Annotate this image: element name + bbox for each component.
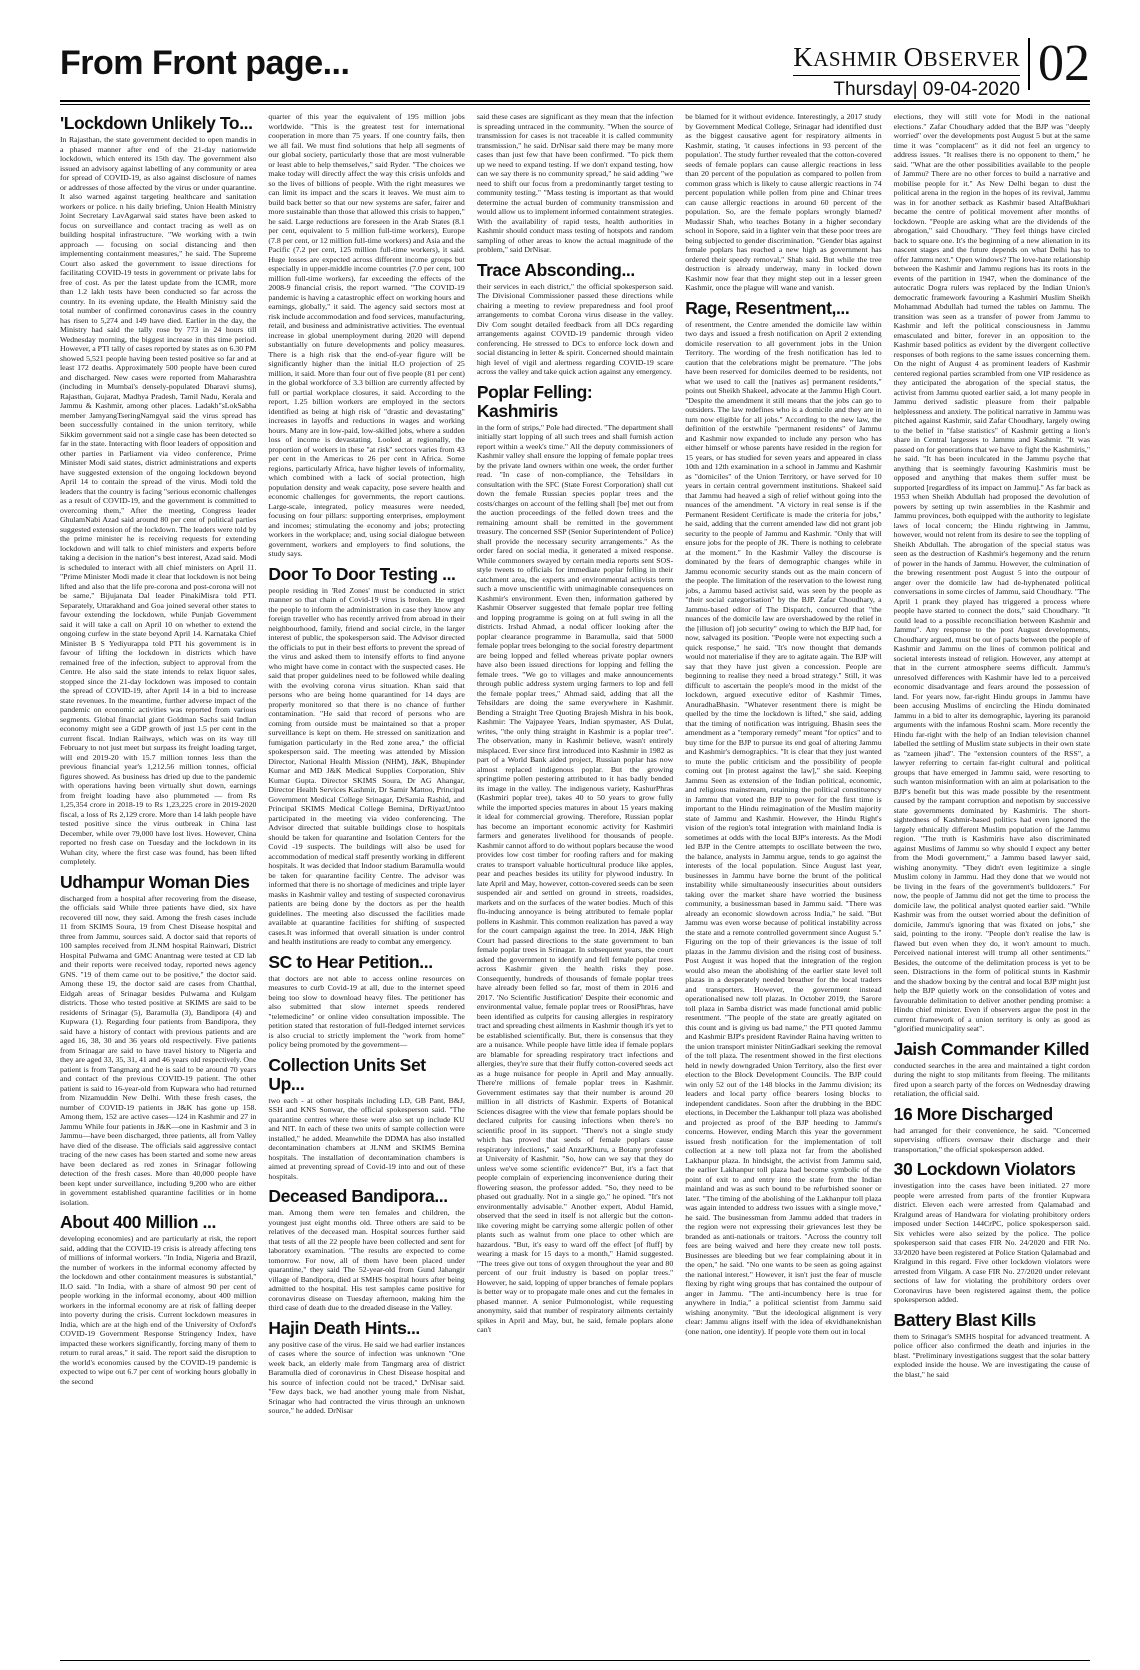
story-headline: 'Lockdown Unlikely To... [60, 113, 253, 133]
story-body: two each - at other hospitals including LD, GB Pant, B&J, SSH and KNS Sonwar, the official spokesperson said. "The quarantine centres where these were also set up include KU and NIT. In each of these two units of sample collection were installed," he added. Meanwhile the DDMA has also installed decontamination chambers at JLNM and SKIMS Bemina hospitals. The installation of decontamination chambers is aimed at preventing spread of Covid-19 into and out of these hospitals. [268, 1095, 465, 1181]
column-5 [894, 112, 1090, 1657]
story-body: them to Srinagar's SMHS hospital for advanced treatment. A police officer also confirmed the death and injuries in the blast. "Preliminary investigations suggest that the solar battery exploded inside the house. We are investigating the cause of the blast," he said [893, 1331, 1091, 1379]
news-story [894, 112, 1090, 1034]
story-headline: Deceased Bandipora... [268, 1186, 448, 1206]
story-body: in the form of strips," Pole had directed. "The department shall initially start lopping of all such trees and shall furnish action report within a week's time." All the deputy commissioners of Kashmir valley shall ensure the lopping of female poplar trees by the private land owners within one week, the order further read. "In case of non-compliance, the Tehsildars in consultation with the SFC (State Forest Corporation) shall cut down the female Russian species poplar trees and the costs/charges on account of the felling shall [be] met out from the auction proceedings of the felled down trees and the remaining amount shall be remitted in the government treasury. The concerned SSP (Senior Superintendent of Police) shall provide the necessary security arrangements." As the order fared on social media, it generated a mixed response. While commoners swayed by certain media reports sent SOS-style tweets to officials for immediate poplar felling in their catchment area, the experts and environmental activists term such a move unscientific with unimaginable consequences on Kashmir's environment. Even then, information gathered by Kashmir Observer suggested that female poplar tree felling and lopping programme is going on at full swing in all the districts. Irshad Ahmad, a nodal officer looking after the poplar clearance programme in Baramulla, said that 5000 female poplar trees belonging to the social forestry department are being lopped and felled whereas private poplar owners have also been issued directions for lopping and felling the female trees. "We go to villages and make announcements through public address system urging farmers to lop and fell the female poplar trees," Ahmad said, adding that all the Tehsildars are doing the same everywhere in Kashmir. Bending a Straight Tree Quoting Brajesh Mishra in his book, Kashmir: The Vajpayee Years, Indian spymaster, AS Dulat, writes, "the only thing straight in Kashmir is a poplar tree". The observation, many in Kashmir believe, wasn't entirely misplaced. Ever since first introduced into Kashmir in 1982 as part of a World Bank aided project, Russian poplar has now almost replaced indigenous poplar. But the growing springtime pollen pestering attributed to it has badly bended its image in the valley. The indigenous variety, KashurPhras (Kashmiri poplar tree), takes 40 to 50 years to grow fully while the imported species matures in about 15 years making it ideal for commercial growing. Therefore, Russian poplar has become an important economic activity for Kashmiri farmers and generates livelihood for thousands of people. Kashmir cannot afford to do without poplars because the wood provides low cost timber for roofing rafters and for making crates to transport valuable horticultural produce like apples, pear and peaches besides its utility for plywood industry. In late April and May, however, cotton-covered seeds can be seen suspended air and settled on ground in streets, roadsides, markets and on the surfaces of the water bodies. Much of this flu-inducing annoyance is being attributed to female poplar pollens in Kashmir. This common realization has paved a way for the court campaign against the tree. In 2014, J&K High Court had passed directions to the state government to ban female poplar trees in Srinagar. In subsequent years, the court asked the government to identify and fell female poplar trees across Kashmir given the health risks they pose. Consequently, hundreds of thousands of female poplar trees have already been felled so far, most of them in 2016 and 2017. 'No Scientific Justification' Despite their economic and environmental value, female poplar trees or RoosiPhras, have been identified as culprits for causing allergies in respiratory tract and spreading chest ailments in Kashmir though it's yet to be established scientifically. But, there is consensus that they are a nuisance. While people have little idea if female poplars are blamable for spreading respiratory tract infections and allergies, they're sure that their fluffy cotton-covered seeds act as a huge nuisance for people in April and May annually. There're millions of female poplar trees in Kashmir. Government estimates say that their number is around 20 million in all districts of Kashmir. Experts of Botanical Sciences disagree with the view that female poplars should be declared culprits for causing infections when there's no scientific proof in its support. "There's not a single study which has proved that seeds of female poplars cause respiratory infections," said AnzarKhuru, a Botany professor at University of Kashmir. "So, how can we say that they do unless we've some scientific evidence?" But, it's a fact that people complain of experiencing inconvenience during their flowering season, the professor added. "So, they need to be phased out gradually. Not in a single go," he opined. "It's not environmentally advisable." Another expert, Abdul Hamid, observed that the seed in itself is not allergic but the cotton-like covering might be carrying some allergic pollen of other plants such as walnut from one place to other which are hazardous. "But, it's easy to ward off the effect [of fluff] by wearing a mask for 15 days to a month," Hamid suggested. "The trees give out tons of oxygen throughout the year and 80 percent of our fruit industry is based on poplar trees." However, he said, lopping of upper branches of female poplars is better way or to propagate male ones and cut the females in phased manner. A senior Pulmonologist, while requesting anonymity, said that number of respiratory ailments certainly spikes in April and May, but, he said, female poplars alone can't [476, 422, 674, 1334]
story-headline: Battery Blast Kills [893, 1309, 1036, 1330]
story-body: be blamed for it without evidence. Interestingly, a 2017 study by Government Medical College, Srinagar had identified dust as the biggest causative agent for respiratory ailments in Kashmir, stating, 'it causes infections in 93 percent of the population'. The study further revealed that the cotton-covered seeds of female poplars can cause allergic reactions in less than 20 percent of the population as compared to pollen from common grass which is likely to cause allergic reactions in 74 percent population while pollen from pine and Chinar trees can cause allergic reactions in around 60 percent of the population. So, are the female poplars wrongly blamed? Mudassir Shah, who teaches Botany in a higher secondary school in Sopore, said in a lighter vein that these poor trees are being subjected to gender discrimination. "Gender bias against female poplars has reached a new high as government has ordered their speedy removal," Shah said. But while the tree destruction is already underway, many in locked down Kashmir now fear that they might step out in a lesser green Kashmir, once the plague will wane and vanish. [685, 112, 882, 292]
story-headline: About 400 Million ... [60, 1212, 216, 1232]
story-headline: Poplar Felling: Kashmiris [476, 381, 593, 421]
news-story [268, 1056, 464, 1182]
footer-rule [60, 1660, 1090, 1661]
article-columns [60, 112, 1090, 1657]
news-story [268, 112, 464, 559]
story-body: elections, they will still vote for Modi in the national elections." Zafar Choudhary added that the BJP was "deeply worried" over the developments post August 5 but at the same time it was "complacent" as it did not feel an urgency to address issues. "It realises there is no opponent to them," he said. "What are the other possibilities available to the people of Jammu? There are no other forces to build a narrative and mobilise people for it." As New Delhi began to dust the political arena in the region in the hopes of its revival, Jammu was in for another setback as Kashmir based AltafBukhari became the centre of political movement after months of lockdown. "People are asking what are the dividends of the abrogation," said Choudhary. "They feel things have circled back to square one. It's the beginning of a new alienation in its nascent stages and the future depends on what Delhi has to offer Jammu next." Open windows? The love-hate relationship between the Kashmir and Jammu regions has its roots in the events of the partition in 1947, when the dominance of the autocratic Dogra rulers was replaced by the Indian Union's democratic framework favouring a Kashmiri Muslim Sheikh Mohammad Abdullah had turned the tables on Jammu. The transition was seen as a transfer of power from Jammu to Kashmir and left the political consciousness in Jammu emasculated and bitter, forever in an opposition to the Kashmir based politics as evident by the divergent collective responses of both regions to the same issues concerning them. On the night of August 4 as prominent leaders of Kashmir centered regional parties scrambled from one VIP residence as they anticipated the abrogation of the special status, the activist from Jammu quoted earlier said, a lot many people in Jammu derived sadistic pleasure from their palpable helplessness and anxiety. The political narrative in Jammu was pitched against Kashmir, said Zafar Choudhary, largely owing to the belief in "false statistics" of Kashmir getting a lion's share in Central largesses to Jammu and Kashmir. "It was passed on for generations that we have to fight the Kashmiris," he said. "It has been inculcated in the Jammu psyche that anything that is seemingly favouring Kashmiris must be opposed and anything that makes them suffer must be supported [regardless of its impact on Jammu]." As far back as 1953 when Sheikh Abdullah had proposed the devolution of powers by setting up twin assemblies in the Kashmir and Jammu provinces, both equipped with the authority to legislate laws of local concern; the Hindu rightwing in Jammu, however, would not relent from its desire to see the toppling of Sheikh Abdullah. The abrogation of the special status was seen as the destruction of Kashmir's hegemony and the return of power in the hands of Jammu. However, the culmination of the brewing resentment post August 5 into the outpour of anger over the domicile law had de-hyphenated political conversations in some circles of Jammu, said Choudhary. "The April 1 prank they played has triggered a process where people have started to connect the dots," said Choudhary. "It could lead to a possible reconciliation between Kashmir and Jammu". Any response to the post August developments, Choudhary argued, must be out of pacts between the people of Kashmir and Jammu on the lines of common political and societal interests instead of religion. However, any attempt at that in the current atmosphere seems difficult. Jammu's unresolved differences with Kashmir have led to a perceived economic disadvantage and fears around the possession of land. For years now, far-right Hindu groups in Jammu have been accusing Muslims of encircling the Hindu dominated Jammu in a bid to alter its demographic, layering its paranoid arguments with the infamous Roshni scam. More recently the Hindu far-right with the help of an Indian television channel labelled the settling of Muslim state subjects in their own state as "zameen jihad". The "extension counters of the RSS", a lawyer referring to certain far-right cultural and political groups that have emerged in Jammu said, were resorting to such wanton misinformation with an aim at polarisation to the BJP's benefit but this was made possible by the resentment caused by the rampant corruption and nepotism by successive state governments dominated by Kashmiris. The short-sightedness of Kashmir-based politics had even ignored the largely ethnically different Muslim population of the Jammu region. "The truth is Kashmiris have also discriminated against Muslims of Jammu so why should I expect any better from the Modi government," a Jammu based lawyer said, wishing anonymity. "They didn't even legitimize a single Muslim colony in Jammu. Had they done that we would not be living in the fears of the government's bulldozers." For now, the people of Jammu did not get the time to process the domicile law, the political analyst quoted earlier said. "While Kashmir was from the outset worried about the definition of domicile, Jammu's ignoring that was fixated on jobs," she said, pointing to the irony. "People don't realise the law is flawed but even when they do, it won't amount to much. Perceived national interest will trump all other sentiments." Besides, the outcome of the delimitation process is yet to be seen. Distractions in the form of political stunts in Kashmir and the shadow boxing by the central and local BJP might just help the BJP quietly work on the consolidation of votes and favourable delimitation to deliver another pending promise: a Hindu chief minister. Even if observers argue the post in the current framework of a union territory is only as good as "glorified municipality seat". [893, 112, 1091, 1033]
story-headline: 16 More Discharged [893, 1103, 1053, 1124]
story-body: people residing in 'Red Zones' must be conducted in strict manner so that chain of Covid-19 virus is broken. He urged the people to inform the administration in case they know any foreign traveller who has recently arrived from abroad in their neighbourhood, family, friend and social circle, in the larger interest of public, the spokesperson said. The Advisor directed the officials to put in their best efforts to prevent the spread of the virus and asked them to intensify efforts to find anyone who might have come in contact with the suspected cases. He said that proper guidelines need to be followed while dealing with the evolving corona virus situation. Khan said that persons who are being home quarantined for 14 days are properly monitored so that there is no chance of further contamination. "He said that record of persons who are coming from outside must be maintained so that a proper surveillance is kept on them. He stressed on sanitization and fumigation particularly in the Red zone area," the official spokesperson said. The meeting was attended by Mission Director, National Health Mission (NHM), J&K, Bhupinder Kumar and MD J&K Medical Supplies Corporation, Shiv Kumar Gupta. Director SKIMS Soura, Dr AG Ahangar, Director Health Services Kashmir, Dr Samir Mattoo, Principal Government Medical College Srinagar, DrSamia Rashid, and Principal SKIMS Medical College Bemina, DrRiyazUntoo participated in the meeting via video conferencing. The Advisor directed that suitable buildings close to hospitals should be taken for quarantine and Isolation Centers for the Covid -19 suspects. The buildings will also be used for accommodation of medical staff presently working in different hospitals. It was decided that Indoor stadium Baramulla would be taken for quarantine facility Centre. The advisor was informed that there is no shortage of medicines and triple layer masks in Kashmir valley and testing of suspected coronavirus patients are being done by the doctors as per the health guidelines. The meeting also discussed the facilities made available at quarantine facilities for shifting of suspected cases.It was informed that overall situation is under control and health institutions are ready to combat any emergency. [268, 585, 465, 946]
story-headline: Jaish Commander Killed [893, 1038, 1090, 1059]
column-3 [477, 112, 673, 1657]
newspaper-logo: KASHMIR OBSERVER [793, 42, 1020, 76]
story-body: of resentment, the Centre amended the domicile law within two days and issued a fresh notification on April 2 extending domicile reservation to all government jobs in the Union Territory. The wording of the fresh notification has led to caution that the celebrations might be premature. "The jobs have been reserved for domiciles deemed to be residents, not what we used to call the [natives as] permanent residents," points out Sheikh Shakeel, advocate at the Jammu High Court. "Despite the amendment it still means that the jobs can go to outsiders. The law redefines who is a domicile and they are in turn now eligible for all jobs." According to the new law, the definition of the erstwhile "permanent residents" of Jammu and Kashmir now expanded to include any person who has either himself or whose parents have resided in the region for 15 years, or has studied for seven years and appeared in class 10th and 12th examination in a school in Jammu and Kashmir as "domiciles" of the Union Territory, or have served for 10 years in certain central government institutions. Shakeel said that Jammu had heaved a sigh of relief without going into the nuances of the amendment. "A victory in real sense is if the Permanent Resident Certificate is made the criteria for jobs," he said, adding that the current amended law did not grant job security to the people of Jammu and Kashmir. "Only that will ensure jobs for the people of JK. There is nothing to celebrate at the moment." In the Kashmir Valley the discourse is dominated by the fears of demographic changes while in Jammu economic security stands out as the main concern of the people. The limitation of the reservation to the lowest rung jobs, a Jammu based activist said, was seen by the people as "their social categorisation" by the BJP. Zafar Choudhary, a Jammu-based editor of The Dispatch, concurred that "the nuances of the domicile law are overshadowed by the relief in the [illusion of] job security" owing to which the BJP had, for now, salvaged its position. "People were not expecting such a quick response," he said. "It's now thought that demands would not materialise if they are to agitate again. The BJP will say that they have just given a concession. People are beginning to realise they need a broad strategy." Still, it was difficult to ascertain the people's mood in the midst of the lockdown, argued executive editor of Kashmir Times, AnuradhaBhasin. "Whatever resentment there is might be quelled by the time the lockdown is lifted," she said, adding that the timing of notification was intriguing. Bhasin sees the amendment as a "temporary remedy" meant "for optics" and to buy time for the BJP to pursue its end goal of altering Jammu and Kashmir's demographics. "It is clear that they just wanted to mute the public criticism and the possibility of people coming out [in protest against the law]," she said. Keeping Jammu Seen as extension of the Indian political, economic, and religious mainstream, retaining the political constituency in Jammu that voted the BJP to power for the first time is important to the Hindu reimagination of the Muslim majority state of Jammu and Kashmir. However, the Hindu Right's vision of the region's total integration with mainland India is sometimes at odds with the local BJP's interests. As the Modi led BJP in the Centre attempts to oscillate between the two, the balance, analysts in Jammu argue, tends to go against the interests of the local population. Since August last year, businesses in Jammu have borne the brunt of the political instability while simultaneously insecurities about outsiders taking over the market share have worried the business community, a businessman based in Jammu said. "There was already an economic slowdown across India," he said. "But Jammu was even worse because of political instability across the state and a remote controlled government since August 5." Figuring on the top of their grievances is the issue of toll plazas in the Jammu division and the rising cost of business. Post August it was hoped that the integration of the region would also mean the abolishing of the earlier state level toll plazas in a desperately needed breather for the local traders and transporters. However, the government instead operationalised new toll plazas. In October 2019, the Sarore toll plaza in Samba district was made functional amid public resentment. "The people of the state are greatly agitated on this count and is giving us bad name," the PTI quoted Jammu and Kashmir BJP's president Ravinder Raina having written to the union transport minister NitinGadkari seeking the removal of the toll plaza. The resentment showed in the first elections held in newly downgraded Union Territory, also the first ever election to the Block Development Councils. The BJP could win only 52 out of the 148 blocks in the Jammu division; its leaders and local party office bearers losing blocks to independent candidates. Soon after the drubbing in the BDC elections, in December the Lakhanpur toll plaza was abolished and projected as proof of the BJP heeding to Jammu's concerns. However, ending March this year the government issued fresh notification for the implementation of toll collection at a new toll plaza not far from the abolished Lakhanpur plaza. In hindsight, the activist from Jammu said, the earlier Lakhanpur toll plaza had become symbolic of the point of exit to and entry into the state from the Indian mainland and was as such bound to be refurbished sooner or later. "The timing of the abolishing of the Lakhanpur toll plaza was again intended to address two issues with a single move," he said. The businessman from Jammu added that traders in the region were not expressing their grievances lest they be branded as anti-nationals or traitors. "Across the country toll fees are being waived and here they create new toll posts. Businesses are bleeding but we fear complaining about it in the open," he said. "No one wants to be seen as going against the national interest." However, it isn't just the fear of muscle flexing by right wing groups that has contained the outpour of anger in Jammu. "The anti-incumbency here is true for anywhere in India," a political scientist from Jammu said wishing anonymity. "But the ideological alignment is very clear: Jammu aligns itself with the idea of ekvidhaneknishan (one nation, one identity). If people vote them out in local [685, 319, 882, 1336]
news-story [477, 112, 673, 255]
masthead [60, 35, 1090, 100]
story-headline: Hajin Death Hints... [268, 1317, 420, 1338]
story-body: had arranged for their convenience, he said. "Concerned supervising officers oversaw their discharge and their transportation," the official spokesperson added. [893, 1125, 1091, 1154]
story-body: conducted searches in the area and maintained a tight cordon during the night to stop militants from fleeing. The militants fired upon a search party of the forces on Wednesday drawing retaliation, the official said. [893, 1060, 1091, 1098]
news-story [894, 1311, 1090, 1380]
story-body: man. Among them were ten females and children, the youngest just eight months old. Three others are said to be relatives of the deceased man. Hospital sources further said that tests of all the 22 people have been collected and sent for laboratory examination. "The results are expected to come tomorrow. For now, all of them have been placed under quarantine," they said The 52-year-old from Gund Jahangir village of Bandipora, died at SMHS hospital hours after being admitted to the hospital. His test samples came positive for coronavirus disease on Tuesday afternoon, making him the third case of death due to the dreaded disease in the Valley. [268, 1208, 465, 1312]
story-body: discharged from a hospital after recovering from the disease, the officials said While three patients have died, six have recovered till now, they said. Among the fresh cases include 11 from SKIMS Soura, 19 from Chest Disease hospital and three from Jammu, sources said. A doctor said that reports of 100 samples received from JLNM hospital Rainwari, District Hospital Pulwama and GMC Anantnag were tested at CD lab and their reports were received today, reported news agency GNS. "19 of them came out to be positive," the doctor said. Among these 19, the doctor said are cases from Chatthal, Eidgah areas of Srinagar besides Pulwama and Kulgam districts. Those who tested positive at SKIMS are said to be residents of Srinagar (5), Baramulla (3), Bandipora (4) and Kupwara (1). Regarding four patients from Bandipora, they said have a history of contact with previous patients and are aged 16, 38, 30 and 36 years old respectively. Five patients from Srinagar are said to have travel history to Nigeria and they are aged 33, 35, 31, 41 and 46 years old respectively. One patient is from Tangmarg and he is said to be around 70 years and contact of the previous COVID-19 patient. The other patient is said to 16-year-old from Kupwara who had returned from Nizamuddin New Delhi. With these fresh cases, the number of COVID-19 patients in J&K has gone up 158. Among them, 152 are active cases—124 in Kashmir and 27 in Jammu While four patients in J&K—one in Kashmir and 3 in Jammu—have been discharged, three patients, all from Valley have died of the disease. The officials said aggressive contact tracing of the new cases has been started and some new areas have been declared as red zones in Srinagar following detection of the fresh cases. More than 40,000 people have been kept under surveillance, including 9,200 who are either in government established quarantine facilities or in home isolation. [60, 893, 257, 1207]
story-body: that doctors are not able to access online resources on measures to curb Covid-19 at all, due to the internet speed being too slow to download heavy files. The petitioner has also submitted that slow internet speeds rendered "telemedicine" or online video consultation impossible. The petition stated that restoration of full-fledged internet services is also crucial to strictly implement the "work from home" policy being promoted by the government— [268, 973, 465, 1049]
page-number: 02 [1028, 38, 1090, 90]
column-4 [685, 112, 881, 1657]
story-body: their services in each district," the official spokesperson said. The Divisional Commissioner passed these directions while chairing a meeting to review preparedness and fool proof arrangements to combat Corona virus disease in the valley. Div Com sought detailed feedback from all DCs regarding arrangements against COVID-19 pandemic through video conferencing. He stressed to DCs to enforce lock down and social distancing in letter & spirit. Concerned should maintain high level of vigil and alertness regarding COVID-19 scare across the valley and take quick action against any emergency. [476, 281, 674, 376]
news-story [268, 1187, 464, 1313]
news-story [685, 112, 881, 293]
story-headline: Collection Units Set Up... [268, 1054, 426, 1094]
story-headline: Udhampur Woman Dies [60, 871, 250, 892]
column-1 [60, 112, 256, 1657]
story-body: In Rajasthan, the state government decided to open mandis in a phased manner after end of the 21-day nationwide lockdown, which entered its 15th day. The government also issued an advisory against labelling of any community or area for spread of COVID-19, as also against disclosure of names or addresses of those affected by the virus or under quarantine. It also warned against targeting healthcare and sanitation workers or police. n his daily briefing, Union Health Ministry Joint Secretary LavAgarwal said states have been asked to focus on surveillance and contact tracing as well as on building hospital infrastructure. "We working with a twin approach — focusing on social distancing and then implementing containment measures," he said. The Supreme Court also asked the government to issue directions for facilitating COVID-19 tests in government or private labs for free of cost. As per the latest update from the ICMR, more than 1.2 lakh tests have been conducted so far across the country. In its evening update, the Health Ministry said the total number of confirmed coronavirus cases in the country has risen to 5,274 and 149 have died. Earlier in the day, the Ministry had said the tally rose by 773 in 24 hours till Wednesday morning, the biggest increase in this time period. However, a PTI tally of cases reported by states as on 6.30 PM showed 5,521 people having been tested positive so far and at least 172 deaths. Approximately 500 people have been cured and discharged. New cases were reported from Maharashtra (including in Mumbai's densely-populated Dharavi slums), Rajasthan, Gujarat, Madhya Pradesh, Tamil Nadu, Kerala and Jammu & Kashmir, among other places. Ladakh"sLokSabha member JamyangTseringNamgyal said the virus spread has been successfully contained in the union territory, while Sikkim government said not a single case has been detected so far in the state. Interacting with floor leaders of opposition and other parties in Parliament via video conference, Prime Minister Modi said states, district administrations and experts have suggested extension of the ongoing lockdown beyond April 14 to contain the spread of the virus. Modi told the leaders that the country is facing "serious economic challenges as a result of COVID-19, and the government is committed to overcoming them," After the meeting, Congress leader GhulamNabi Azad said around 80 per cent of political parties suggested extension of the lockdown. The leaders were told by the prime minister he is receiving requests for extending lockdown and will talk to chief ministers and experts before taking a decision in the nation"s best interest, Azad said. Modi is scheduled to interact with all chief ministers on April 11. "Prime Minister Modi made it clear that lockdown is not being lifted and also that the life pre-corona and post-corona will not be same," Bijujanata Dal leader PinakiMisra told PTI. Separately, Uttarakhand and Goa joined several other states to favour extending the lockdown, while Punjab Government said it will take a call on April 10 on whether to extend the ongoing curfew in the state beyond April 14. Karnataka Chief Minister B S Yediyurappa told PTI his government is in favour of lifting the lockdown in districts which have remained free of the infection, subject to approval from the Centre. He also said the state intends to relax liquor sales, stopped since the 21-day lockdown was imposed to contain the spread of COVID-19, after April 14 in a bid to increase state revenues. In the meantime, further adverse impact of the pandemic on economic activities was reported from various segments. Global financial giant Goldman Sachs said Indian economy might see a GDP growth of just 1.5 per cent in the current fiscal. Indian Railways, which was on its way till February to not just meet but surpass its freight loading target, will end 2019-20 with 15.7 million tonnes less than the previous financial year's 1,212.56 million tonnes, official figures showed. As business has dried up due to the pandemic with operations having been virtually shut down, earnings from freight loading have also plummeted — from Rs 1,25,354 crore in 2018-19 to Rs 1,23,225 crore in 2019-2020 fiscal, a loss of Rs 2,129 crore. More than 14 lakh people have tested positive since the virus outbreak in China last December, while over 79,000 have lost lives. However, China reported no fresh case on Tuesday and the lockdown in its Wuhan city, where the first case was found, has been lifted completely. [60, 135, 257, 866]
story-body: quarter of this year the equivalent of 195 million jobs worldwide. "This is the greatest test for international cooperation in more than 75 years. If one country fails, then we all fail. We must find solutions that help all segments of our global society, particularly those that are most vulnerable or least able to help themselves," said Ryder. "The choices we make today will directly affect the way this crisis unfolds and so the lives of billions of people. With the right measures we can limit its impact and the scars it leaves. We must aim to build back better so that our new systems are safer, fairer and more sustainable than those that allowed this crisis to happen," he said. Large reductions are foreseen in the Arab States (8.1 per cent, equivalent to 5 million full-time workers), Europe (7.8 per cent, or 12 million full-time workers) and Asia and the Pacific (7.2 per cent, 125 million full-time workers), it said. Huge losses are expected across different income groups but especially in upper-middle income countries (7.0 per cent, 100 million full-time workers), far exceeding the effects of the 2008-9 financial crisis, the report warned. "The COVID-19 pandemic is having a catastrophic effect on working hours and earnings, globally," it said. The agency said sectors most at risk include accommodation and food services, manufacturing, retail, and business and administrative activities. The eventual increase in global unemployment during 2020 will depend substantially on future developments and policy measures. There is a high risk that the end-of-year figure will be significantly higher than the initial ILO projection of 25 million, it said. More than four out of five people (81 per cent) in the global workforce of 3.3 billion are currently affected by full or partial workplace closures, it said. According to the report, 1.25 billion workers are employed in the sectors identified as being at high risk of "drastic and devastating" increases in layoffs and reductions in wages and working hours. Many are in low-paid, low-skilled jobs, where a sudden loss of income is devastating. Looked at regionally, the proportion of workers in these "at risk" sectors varies from 43 per cent in the Americas to 26 per cent in Africa. Some regions, particularly Africa, have higher levels of informality, which combined with a lack of social protection, high population density and weak capacity, pose severe health and economic challenges for governments, the report cautions. Large-scale, integrated, policy measures were needed, focusing on four pillars: supporting enterprises, employment and incomes; stimulating the economy and jobs; protecting workers in the workplace; and, using social dialogue between government, workers and employers to find solutions, the study says. [268, 112, 465, 558]
news-story [60, 1213, 256, 1386]
brand-block [793, 42, 1020, 101]
story-body: said these cases are significant as they mean that the infection is spreading untraced in the community. "When the source of transmission for cases is not traceable it is called community transmission," he said. DrNisar said there may be many more cases than just few that have been confirmed. "To pick them up we need to expand testing. If we don't expand testing, how can we say there is no community spread," he said adding "we need to shift our focus from a predominantly target testing to community testing." "Mass testing is important as that would determine the actual burden of community transmission and would allow us to implement informed containment strategies. With the availability of rapid tests, health authorities in Kashmir should conduct mass testing of hotspots and random sampling of other areas to know the actual magnitude of the problem," said DrNisar. [476, 112, 674, 254]
story-body: investigation into the cases have been initiated. 27 more people were arrested from parts of the frontier Kupwara district. Eleven each were arrested from Qalamabad and Kralgund areas of Handwara for violating prohibitory orders imposed under Section 144CrPC, police spokesperson said. Six vehicles were also seized by the police. The police spokesperson said that cases FIR No. 24/2020 and FIR No. 33/2020 have been registered at Police Station Qalamabad and Kralgund in this regard. Five other lockdown violators were arrested from Vilgam. A case FIR No. 27/2020 under relevant sections of law for violating the prohibitory orders over Coronavirus have been registered against them, the police spokesperson added. [893, 1181, 1091, 1304]
header-rule [60, 100, 1090, 102]
story-body: developing economies) and are particularly at risk, the report said, adding that the COVID-19 crisis is already affecting tens of millions of informal workers. "In India, Nigeria and Brazil, the number of workers in the informal economy affected by the lockdown and other containment measures is substantial," ILO said. "In India, with a share of almost 90 per cent of people working in the informal economy, about 400 million workers in the informal economy are at risk of falling deeper into poverty during the crisis. Current lockdown measures in India, which are at the high end of the University of Oxford's COVID-19 Government Response Stringency Index, have impacted these workers significantly, forcing many of them to return to rural areas," it said. The report said the disruption to the world's economies caused by the COVID-19 pandemic is expected to wipe out 6.7 per cent of working hours globally in the second [60, 1234, 257, 1386]
story-headline: SC to Hear Petition... [268, 951, 433, 972]
story-headline: 30 Lockdown Violators [893, 1159, 1076, 1179]
news-story [268, 565, 464, 947]
news-story [894, 1040, 1090, 1099]
story-headline: Door To Door Testing ... [268, 563, 456, 584]
story-body: any positive case of the virus. He said we had earlier instances of cases where the source of infection was unknown "One week back, an elderly male from Tangmarg area of district Baramulla died of coronavirus in Chest Disease hospital and his source of infection could not be traced," DrNisar said. "Few days back, we had another young male from Nishat, Srinagar who had contracted the virus through an unknown source," he added. DrNisar [268, 1339, 465, 1415]
issue-date: Thursday| 09-04-2020 [833, 79, 1020, 100]
news-story [60, 114, 256, 867]
column-2 [268, 112, 464, 1657]
story-headline: Trace Absconding... [476, 259, 635, 280]
news-story [477, 261, 673, 377]
news-story [685, 299, 881, 1337]
news-story [894, 1160, 1090, 1305]
section-title: From Front page... [60, 44, 350, 82]
news-story [268, 1319, 464, 1416]
header-rule-thin [60, 104, 1090, 105]
story-headline: Rage, Resentment,... [685, 297, 850, 318]
news-story [894, 1105, 1090, 1155]
news-story [268, 953, 464, 1050]
news-story [60, 873, 256, 1208]
news-story [477, 383, 673, 1335]
